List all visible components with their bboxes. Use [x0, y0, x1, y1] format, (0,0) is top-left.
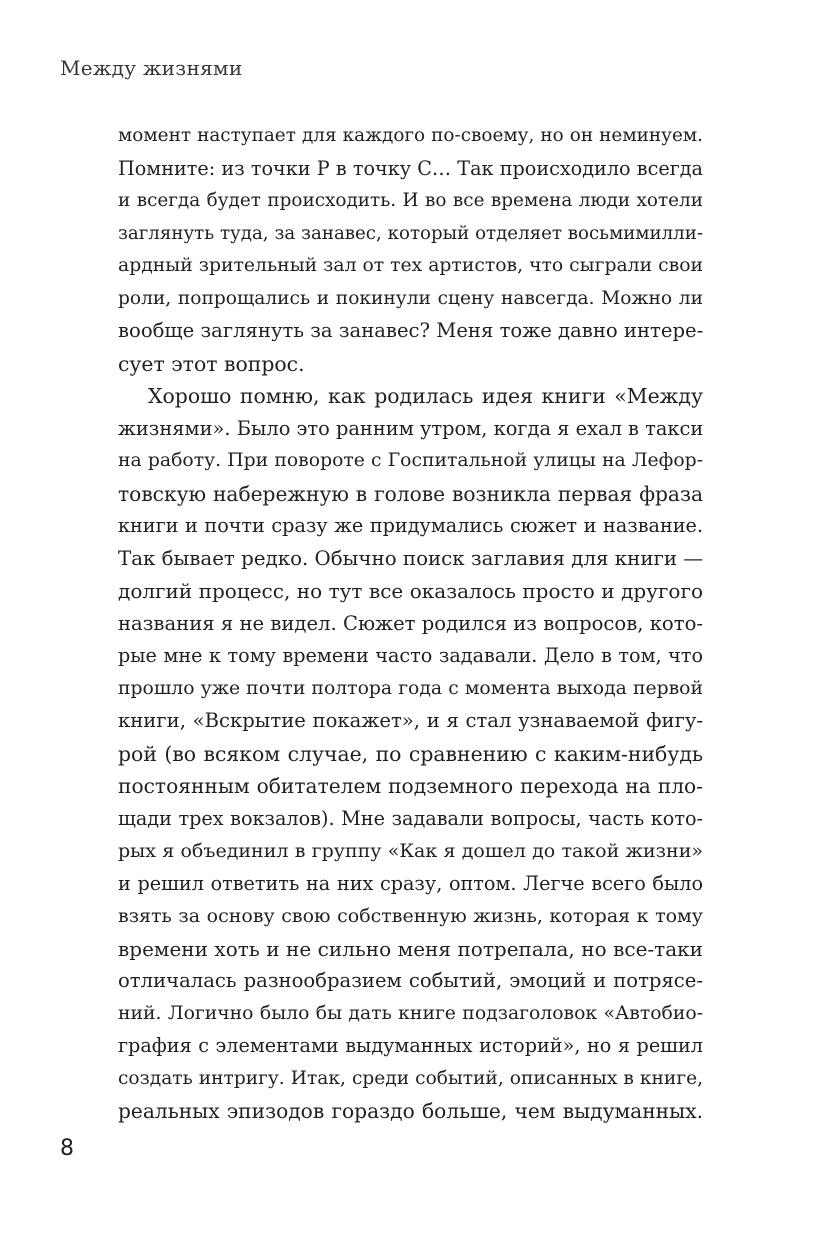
text-line: реальных эпизодов гораздо больше, чем выдуманных. — [118, 1099, 703, 1123]
text-line: и решил ответить на них сразу, оптом. Легче всего было — [118, 871, 703, 895]
text-line: создать интригу. Итак, среди событий, описанных в книге, — [118, 1067, 703, 1089]
text-line: на работу. При повороте с Госпитальной улицы на Лефор- — [118, 450, 703, 471]
text-line: рой (во всяком случае, по сравнению с каким-нибудь — [118, 741, 703, 766]
text-line: заглянуть туда, за занавес, который отделяет восьмимилли- — [118, 222, 703, 244]
text-line: ний. Логично было бы дать книге подзаголовок «Автобио- — [118, 1002, 703, 1024]
text-line: названия я не видел. Сюжет родился из вопросов, кото- — [118, 611, 703, 635]
text-line: ардный зрительный зал от тех артистов, что сыграли свои — [118, 255, 703, 276]
body-text — [118, 120, 703, 1128]
text-line: взять за основу свою собственную жизнь, которая к тому — [118, 905, 703, 927]
text-line: Помните: из точки Р в точку С… Так происходило всегда — [118, 156, 703, 180]
text-line: роли, попрощались и покинули сцену навсегда. Можно ли — [118, 287, 703, 309]
text-line: долгий процесс, но тут все оказалось просто и другого — [118, 579, 703, 603]
text-line: рые мне к тому времени часто задавали. Дело в том, что — [118, 644, 703, 667]
text-line: книги, «Вскрытие покажет», и я стал узнаваемой фигу- — [118, 709, 703, 732]
text-line: сует этот вопрос. — [118, 351, 305, 376]
text-line: графия с элементами выдуманных историй», но я решил — [118, 1034, 703, 1057]
text-line: момент наступает для каждого по-своему, но он неминуем. — [118, 125, 703, 146]
text-line: товскую набережную в голове возникла первая фраза — [118, 481, 703, 506]
text-line: времени хоть и не сильно меня потрепала, но все-таки — [118, 936, 703, 961]
text-line: Так бывает редко. Обычно поиск заглавия для книги — — [118, 546, 703, 570]
text-line: постоянным обитателем подземного перехода на пло- — [118, 774, 703, 798]
text-line: книги и почти сразу же придумались сюжет и название. — [118, 514, 703, 537]
running-head-title: Между жизнями — [60, 56, 243, 80]
text-line: прошло уже почти полтора года с момента выхода первой — [118, 677, 703, 699]
page-number: 8 — [60, 1136, 74, 1161]
text-line: жизнями». Было это ранним утром, когда я ехал в такси — [118, 416, 703, 440]
text-line: отличалась разнообразием событий, эмоций и потрясе- — [118, 969, 703, 992]
text-line: вообще заглянуть за занавес? Меня тоже давно интере- — [118, 319, 703, 342]
text-line: и всегда будет происходить. И во все времена люди хотели — [118, 190, 703, 211]
text-line: щади трех вокзалов). Мне задавали вопросы, часть кото- — [118, 806, 703, 830]
text-line: рых я объединил в группу «Как я дошел до такой жизни» — [118, 840, 703, 862]
text-line: Хорошо помню, как родилась идея книги «Между — [148, 384, 703, 408]
